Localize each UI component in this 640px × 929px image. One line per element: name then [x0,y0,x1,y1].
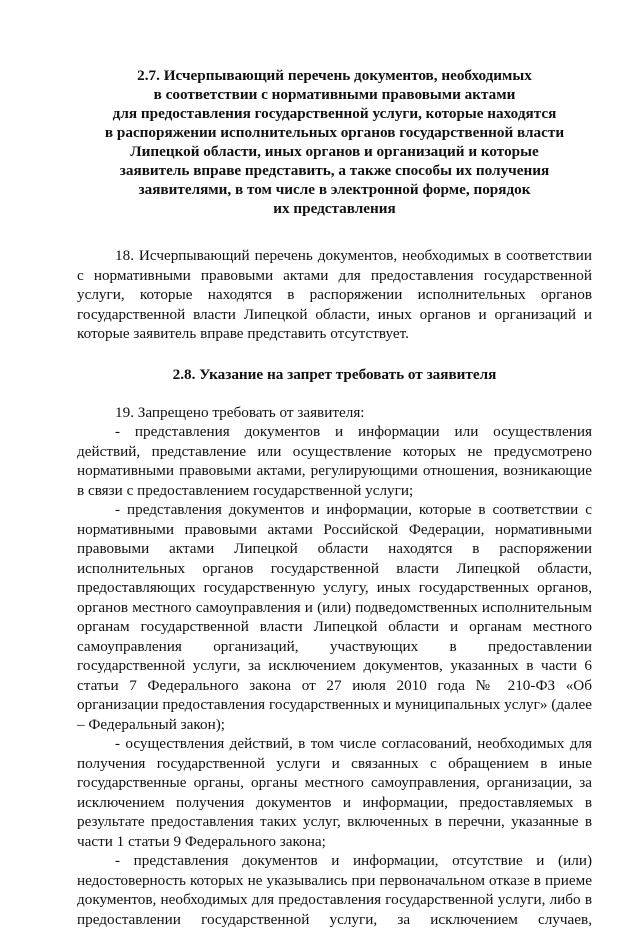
document-page [77,66,592,929]
heading-line: Липецкой области, иных органов и организаций и которые [130,143,539,160]
heading-line: в соответствии с нормативными правовыми актами [153,86,516,103]
heading-line: заявителями, в том числе в электронной форме, порядок [138,181,531,198]
paragraph-19-intro: 19. Запрещено требовать от заявителя: [115,403,365,421]
heading-line: заявитель вправе представить, а также способы их получения [119,162,550,179]
paragraph-18: 18. Исчерпывающий перечень документов, необходимых в соответствии с нормативными правовыми актами для предоставления государственной услуги, которые находятся в распоряжении исполнительных органов государственной власти Липецкой области, иных органов и организаций и которые заявитель вправе представить отсутствует. [77,247,592,342]
heading-line: для предоставления государственной услуги, которые находятся [112,105,557,122]
section-2-8-heading: 2.8. Указание на запрет требовать от заявителя [172,365,497,383]
heading-line: 2.7. Исчерпывающий перечень документов, необходимых [137,67,532,84]
list-item: - представления документов и информации или осуществления действий, представление или осуществление которых не предусмотрено нормативными правовыми актами, регулирующими отношения, возникающие в связи с предоставлением государственной услуги; [77,423,592,499]
list-item: - осуществления действий, в том числе согласований, необходимых для получения государственной услуги и связанных с обращением в иные государственные органы, органы местного самоуправления, организации, за исключением получения документов и информации, предоставляемых в результате предоставления таких услуг, включенных в перечни, указанные в части 1 статьи 9 Федерального закона; [77,735,592,850]
list-item: - представления документов и информации, отсутствие и (или) недостоверность которых не указывались при первоначальном отказе в приеме документов, необходимых для предоставления государственной услуги, либо в предоставлении государственной услуги, за исключением случаев, [77,852,592,928]
heading-line: их представления [273,200,396,217]
list-item: - представления документов и информации, которые в соответствии с нормативными правовыми актами Российской Федерации, нормативными правовыми актами Липецкой области находятся в распоряжении исполнительных органов государственной власти Липецкой области, предоставляющих государственную услугу, иных государственных органов, органов местного самоуправления и (или) подведомственных исполнительным органам государственной власти Липецкой области и органам местного самоуправления организаций, участвующих в предоставлении государственной услуги, за исключением документов, указанных в части 6 статьи 7 Федерального закона от 27 июля 2010 года № 210-ФЗ «Об организации предоставления государственных и муниципальных услуг» (далее – Федеральный закон); [77,501,592,733]
section-2-7-heading [77,66,592,218]
heading-line: в распоряжении исполнительных органов государственной власти [104,124,565,141]
